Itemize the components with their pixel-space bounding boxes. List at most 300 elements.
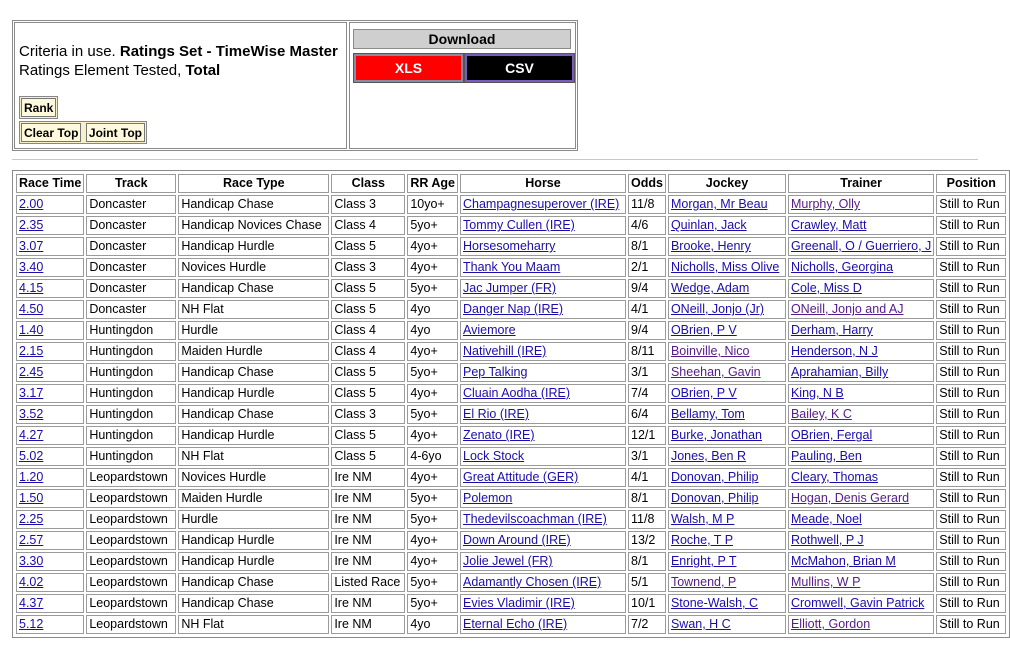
jockey-cell	[668, 321, 786, 340]
race-time-cell	[16, 426, 84, 445]
age-cell: 5yo+	[407, 405, 458, 424]
age-cell: 4yo+	[407, 384, 458, 403]
table-row	[16, 363, 1006, 382]
jockey-link[interactable]: Enright, P T	[670, 554, 737, 568]
race-type-cell: Handicap Chase	[178, 573, 329, 592]
race-time-link[interactable]: 4.37	[19, 596, 44, 610]
class-cell: Listed Race	[331, 573, 405, 592]
trainer-link[interactable]: Hogan, Denis Gerard	[790, 491, 910, 505]
position-cell: Still to Run	[936, 237, 1006, 256]
class-cell: Ire NM	[331, 552, 405, 571]
race-time-cell	[16, 489, 84, 508]
trainer-link[interactable]: Nicholls, Georgina	[790, 260, 894, 274]
race-type-cell: Handicap Chase	[178, 594, 329, 613]
race-time-cell	[16, 384, 84, 403]
class-cell: Class 5	[331, 279, 405, 298]
race-time-cell	[16, 531, 84, 550]
table-row	[16, 531, 1006, 550]
table-row	[16, 342, 1006, 361]
race-type-cell: Handicap Hurdle	[178, 552, 329, 571]
track-cell: Leopardstown	[86, 510, 176, 529]
jockey-cell	[668, 195, 786, 214]
track-cell: Huntingdon	[86, 363, 176, 382]
age-cell: 4yo+	[407, 552, 458, 571]
class-cell: Class 5	[331, 363, 405, 382]
trainer-link[interactable]: OBrien, Fergal	[790, 428, 873, 442]
position-cell: Still to Run	[936, 342, 1006, 361]
trainer-cell	[788, 405, 934, 424]
class-cell: Class 5	[331, 300, 405, 319]
position-cell: Still to Run	[936, 468, 1006, 487]
table-row	[16, 447, 1006, 466]
race-type-cell: Novices Hurdle	[178, 468, 329, 487]
class-cell: Class 5	[331, 237, 405, 256]
trainer-cell	[788, 489, 934, 508]
race-time-cell	[16, 195, 84, 214]
race-time-link[interactable]: 5.02	[19, 449, 44, 463]
jockey-link[interactable]: ONeill, Jonjo (Jr)	[670, 302, 765, 316]
class-cell: Class 3	[331, 405, 405, 424]
trainer-link[interactable]: Greenall, O / Guerriero, J	[790, 239, 932, 253]
trainer-cell	[788, 363, 934, 382]
odds-cell: 7/2	[628, 615, 666, 634]
track-cell: Leopardstown	[86, 615, 176, 634]
horse-cell	[460, 216, 626, 235]
track-cell: Leopardstown	[86, 573, 176, 592]
table-row	[16, 552, 1006, 571]
horse-cell	[460, 300, 626, 319]
race-time-cell	[16, 258, 84, 277]
race-time-link[interactable]: 3.52	[19, 407, 44, 421]
horse-cell	[460, 258, 626, 277]
jockey-link[interactable]: Wedge, Adam	[670, 281, 750, 295]
odds-cell: 3/1	[628, 447, 666, 466]
jockey-cell	[668, 468, 786, 487]
race-time-cell	[16, 405, 84, 424]
trainer-link[interactable]: Elliott, Gordon	[790, 617, 871, 631]
race-time-link[interactable]: 2.45	[19, 365, 44, 379]
age-cell: 4-6yo	[407, 447, 458, 466]
trainer-link[interactable]: Cole, Miss D	[790, 281, 862, 295]
race-type-cell: Handicap Hurdle	[178, 531, 329, 550]
element-value: Total	[185, 62, 221, 79]
race-time-link[interactable]: 2.15	[19, 344, 44, 358]
jockey-link[interactable]: Morgan, Mr Beau	[670, 197, 768, 211]
horse-link[interactable]: Evies Vladimir (IRE)	[463, 596, 575, 610]
race-time-link[interactable]: 2.25	[19, 512, 44, 526]
horse-cell	[460, 405, 626, 424]
jockey-link[interactable]: Brooke, Henry	[670, 239, 751, 253]
age-cell: 5yo+	[407, 573, 458, 592]
trainer-link[interactable]: Mullins, W P	[790, 575, 861, 589]
race-time-link[interactable]: 3.07	[19, 239, 44, 253]
horse-link[interactable]: Nativehill (IRE)	[463, 344, 547, 358]
class-cell: Ire NM	[331, 510, 405, 529]
race-time-cell	[16, 300, 84, 319]
odds-cell: 2/1	[628, 258, 666, 277]
odds-cell: 4/1	[628, 468, 666, 487]
criteria-prefix: Criteria in use.	[19, 43, 116, 60]
jockey-link[interactable]: Stone-Walsh, C	[670, 596, 759, 610]
trainer-cell	[788, 384, 934, 403]
download-cell	[349, 22, 576, 149]
track-cell: Doncaster	[86, 279, 176, 298]
race-type-cell: Handicap Novices Chase	[178, 216, 329, 235]
odds-cell: 8/1	[628, 489, 666, 508]
trainer-link[interactable]: ONeill, Jonjo and AJ	[790, 302, 904, 316]
odds-cell: 4/1	[628, 300, 666, 319]
odds-cell: 12/1	[628, 426, 666, 445]
track-cell: Leopardstown	[86, 552, 176, 571]
download-title: Download	[353, 29, 571, 49]
jockey-cell	[668, 447, 786, 466]
age-cell: 4yo	[407, 615, 458, 634]
trainer-link[interactable]: Pauling, Ben	[790, 449, 862, 463]
track-cell: Doncaster	[86, 195, 176, 214]
race-time-link[interactable]: 4.27	[19, 428, 44, 442]
position-cell: Still to Run	[936, 279, 1006, 298]
trainer-link[interactable]: Cromwell, Gavin Patrick	[790, 596, 925, 610]
jockey-link[interactable]: Roche, T P	[670, 533, 734, 547]
odds-cell: 10/1	[628, 594, 666, 613]
jockey-link[interactable]: Sheehan, Gavin	[670, 365, 761, 379]
jockey-cell	[668, 594, 786, 613]
age-cell: 4yo+	[407, 258, 458, 277]
class-cell: Ire NM	[331, 594, 405, 613]
odds-cell: 13/2	[628, 531, 666, 550]
trainer-cell	[788, 300, 934, 319]
trainer-cell	[788, 447, 934, 466]
horse-cell	[460, 552, 626, 571]
table-row	[16, 300, 1006, 319]
rank-button[interactable]: Rank	[21, 98, 56, 117]
position-cell: Still to Run	[936, 489, 1006, 508]
horse-link[interactable]: Zenato (IRE)	[463, 428, 535, 442]
race-time-link[interactable]: 4.02	[19, 575, 44, 589]
race-time-cell	[16, 594, 84, 613]
race-time-link[interactable]: 4.15	[19, 281, 44, 295]
horse-link[interactable]: Jolie Jewel (FR)	[463, 554, 553, 568]
horse-link[interactable]: Great Attitude (GER)	[463, 470, 579, 484]
jockey-link[interactable]: OBrien, P V	[670, 323, 737, 337]
horse-cell	[460, 279, 626, 298]
trainer-link[interactable]: Meade, Noel	[790, 512, 862, 526]
trainer-cell	[788, 237, 934, 256]
column-header: Odds	[628, 174, 666, 193]
jockey-link[interactable]: Donovan, Philip	[670, 491, 759, 505]
trainer-link[interactable]: Derham, Harry	[790, 323, 873, 337]
class-cell: Ire NM	[331, 615, 405, 634]
trainer-link[interactable]: Murphy, Olly	[790, 197, 861, 211]
position-cell: Still to Run	[936, 531, 1006, 550]
horse-cell	[460, 321, 626, 340]
jockey-link[interactable]: Townend, P	[670, 575, 737, 589]
race-time-link[interactable]: 2.35	[19, 218, 44, 232]
odds-cell: 8/1	[628, 552, 666, 571]
horse-cell	[460, 195, 626, 214]
race-time-cell	[16, 237, 84, 256]
race-time-link[interactable]: 3.30	[19, 554, 44, 568]
results-body	[16, 195, 1006, 634]
table-row	[16, 468, 1006, 487]
column-header: Class	[331, 174, 405, 193]
jockey-cell	[668, 489, 786, 508]
age-cell: 10yo+	[407, 195, 458, 214]
track-cell: Doncaster	[86, 237, 176, 256]
race-time-cell	[16, 468, 84, 487]
trainer-cell	[788, 573, 934, 592]
class-cell: Class 5	[331, 447, 405, 466]
odds-cell: 11/8	[628, 195, 666, 214]
track-cell: Huntingdon	[86, 426, 176, 445]
horse-link[interactable]: Pep Talking	[463, 365, 528, 379]
race-type-cell: Handicap Chase	[178, 195, 329, 214]
trainer-cell	[788, 342, 934, 361]
horse-link[interactable]: Aviemore	[463, 323, 516, 337]
race-time-link[interactable]: 2.00	[19, 197, 44, 211]
jockey-cell	[668, 300, 786, 319]
trainer-link[interactable]: King, N B	[790, 386, 844, 400]
horse-link[interactable]: Adamantly Chosen (IRE)	[463, 575, 602, 589]
track-cell: Huntingdon	[86, 321, 176, 340]
trainer-cell	[788, 531, 934, 550]
criteria-line	[19, 43, 338, 60]
rank-button-box	[19, 96, 58, 119]
horse-cell	[460, 510, 626, 529]
column-header: Position	[936, 174, 1006, 193]
table-row	[16, 510, 1006, 529]
criteria-cell	[14, 22, 347, 149]
age-cell: 5yo+	[407, 510, 458, 529]
csv-download-button[interactable]: CSV	[465, 54, 574, 82]
age-cell: 4yo	[407, 321, 458, 340]
clear-top-button[interactable]: Clear Top	[21, 123, 81, 142]
age-cell: 5yo+	[407, 489, 458, 508]
position-cell: Still to Run	[936, 300, 1006, 319]
horse-link[interactable]: Jac Jumper (FR)	[463, 281, 557, 295]
race-type-cell: Handicap Hurdle	[178, 426, 329, 445]
jockey-cell	[668, 342, 786, 361]
horse-link[interactable]: El Rio (IRE)	[463, 407, 529, 421]
age-cell: 5yo+	[407, 216, 458, 235]
horse-cell	[460, 384, 626, 403]
horse-link[interactable]: Danger Nap (IRE)	[463, 302, 564, 316]
horse-cell	[460, 237, 626, 256]
top-buttons-box	[19, 121, 147, 144]
jockey-cell	[668, 237, 786, 256]
jockey-cell	[668, 615, 786, 634]
horse-link[interactable]: Thank You Maam	[463, 260, 561, 274]
horse-link[interactable]: Down Around (IRE)	[463, 533, 571, 547]
jockey-link[interactable]: Donovan, Philip	[670, 470, 759, 484]
position-cell: Still to Run	[936, 447, 1006, 466]
trainer-cell	[788, 426, 934, 445]
track-cell: Leopardstown	[86, 531, 176, 550]
trainer-link[interactable]: Rothwell, P J	[790, 533, 864, 547]
race-time-cell	[16, 363, 84, 382]
class-cell: Class 4	[331, 216, 405, 235]
race-type-cell: Hurdle	[178, 510, 329, 529]
track-cell: Huntingdon	[86, 405, 176, 424]
class-cell: Class 3	[331, 195, 405, 214]
table-row	[16, 573, 1006, 592]
jockey-link[interactable]: OBrien, P V	[670, 386, 737, 400]
position-cell: Still to Run	[936, 405, 1006, 424]
position-cell: Still to Run	[936, 615, 1006, 634]
horse-cell	[460, 447, 626, 466]
trainer-link[interactable]: Crawley, Matt	[790, 218, 867, 232]
jockey-link[interactable]: Swan, H C	[670, 617, 731, 631]
table-row	[16, 426, 1006, 445]
race-time-link[interactable]: 1.40	[19, 323, 44, 337]
race-time-link[interactable]: 1.50	[19, 491, 44, 505]
age-cell: 4yo+	[407, 237, 458, 256]
race-type-cell: Hurdle	[178, 321, 329, 340]
jockey-cell	[668, 510, 786, 529]
race-time-cell	[16, 552, 84, 571]
race-time-link[interactable]: 5.12	[19, 617, 44, 631]
criteria-panel	[12, 20, 578, 151]
jockey-link[interactable]: Nicholls, Miss Olive	[670, 260, 780, 274]
table-row	[16, 384, 1006, 403]
trainer-cell	[788, 216, 934, 235]
horse-link[interactable]: Polemon	[463, 491, 513, 505]
race-time-link[interactable]: 2.57	[19, 533, 44, 547]
trainer-cell	[788, 615, 934, 634]
position-cell: Still to Run	[936, 594, 1006, 613]
age-cell: 5yo+	[407, 594, 458, 613]
table-row	[16, 405, 1006, 424]
table-row	[16, 258, 1006, 277]
trainer-cell	[788, 195, 934, 214]
race-type-cell: NH Flat	[178, 615, 329, 634]
odds-cell: 6/4	[628, 405, 666, 424]
column-header: Jockey	[668, 174, 786, 193]
track-cell: Doncaster	[86, 300, 176, 319]
table-row	[16, 237, 1006, 256]
xls-download-button[interactable]: XLS	[354, 54, 463, 82]
trainer-cell	[788, 468, 934, 487]
jockey-cell	[668, 384, 786, 403]
position-cell: Still to Run	[936, 363, 1006, 382]
trainer-cell	[788, 258, 934, 277]
age-cell: 4yo	[407, 300, 458, 319]
jockey-cell	[668, 552, 786, 571]
jockey-cell	[668, 363, 786, 382]
horse-link[interactable]: Lock Stock	[463, 449, 525, 463]
horse-cell	[460, 531, 626, 550]
odds-cell: 5/1	[628, 573, 666, 592]
race-time-link[interactable]: 3.40	[19, 260, 44, 274]
odds-cell: 9/4	[628, 321, 666, 340]
race-time-link[interactable]: 4.50	[19, 302, 44, 316]
trainer-link[interactable]: Bailey, K C	[790, 407, 852, 421]
race-type-cell: Novices Hurdle	[178, 258, 329, 277]
odds-cell: 8/11	[628, 342, 666, 361]
race-type-cell: NH Flat	[178, 447, 329, 466]
trainer-link[interactable]: Henderson, N J	[790, 344, 878, 358]
table-row	[16, 321, 1006, 340]
race-time-cell	[16, 573, 84, 592]
position-cell: Still to Run	[936, 195, 1006, 214]
age-cell: 5yo+	[407, 279, 458, 298]
trainer-link[interactable]: Cleary, Thomas	[790, 470, 879, 484]
column-header: Race Type	[178, 174, 329, 193]
position-cell: Still to Run	[936, 552, 1006, 571]
race-type-cell: Handicap Chase	[178, 279, 329, 298]
results-table	[14, 172, 1008, 636]
position-cell: Still to Run	[936, 216, 1006, 235]
jockey-cell	[668, 258, 786, 277]
table-row	[16, 615, 1006, 634]
jockey-link[interactable]: Burke, Jonathan	[670, 428, 762, 442]
jockey-cell	[668, 531, 786, 550]
race-time-link[interactable]: 1.20	[19, 470, 44, 484]
race-type-cell: Handicap Chase	[178, 363, 329, 382]
age-cell: 4yo+	[407, 426, 458, 445]
horse-link[interactable]: Horsesomeharry	[463, 239, 556, 253]
jockey-link[interactable]: Bellamy, Tom	[670, 407, 745, 421]
odds-cell: 3/1	[628, 363, 666, 382]
jockey-link[interactable]: Boinville, Nico	[670, 344, 750, 358]
track-cell: Huntingdon	[86, 384, 176, 403]
class-cell: Class 4	[331, 321, 405, 340]
trainer-link[interactable]: Aprahamian, Billy	[790, 365, 889, 379]
class-cell: Class 4	[331, 342, 405, 361]
trainer-cell	[788, 279, 934, 298]
race-time-cell	[16, 615, 84, 634]
jockey-link[interactable]: Quinlan, Jack	[670, 218, 747, 232]
position-cell: Still to Run	[936, 573, 1006, 592]
position-cell: Still to Run	[936, 321, 1006, 340]
race-type-cell: Handicap Chase	[178, 405, 329, 424]
track-cell: Leopardstown	[86, 468, 176, 487]
age-cell: 4yo+	[407, 342, 458, 361]
age-cell: 5yo+	[407, 363, 458, 382]
horse-link[interactable]: Cluain Aodha (IRE)	[463, 386, 571, 400]
odds-cell: 8/1	[628, 237, 666, 256]
joint-top-button[interactable]: Joint Top	[86, 123, 145, 142]
race-time-cell	[16, 447, 84, 466]
element-prefix: Ratings Element Tested,	[19, 62, 182, 79]
horse-cell	[460, 426, 626, 445]
table-row	[16, 489, 1006, 508]
jockey-cell	[668, 216, 786, 235]
horse-link[interactable]: Thedevilscoachman (IRE)	[463, 512, 607, 526]
class-cell: Ire NM	[331, 489, 405, 508]
table-row	[16, 594, 1006, 613]
track-cell: Leopardstown	[86, 489, 176, 508]
horse-link[interactable]: Eternal Echo (IRE)	[463, 617, 568, 631]
track-cell: Huntingdon	[86, 342, 176, 361]
race-time-cell	[16, 510, 84, 529]
trainer-cell	[788, 552, 934, 571]
jockey-link[interactable]: Jones, Ben R	[670, 449, 746, 463]
race-time-link[interactable]: 3.17	[19, 386, 44, 400]
divider	[12, 159, 978, 160]
column-header: Trainer	[788, 174, 934, 193]
column-header: RR Age	[407, 174, 458, 193]
horse-link[interactable]: Tommy Cullen (IRE)	[463, 218, 575, 232]
jockey-cell	[668, 573, 786, 592]
column-header: Race Time	[16, 174, 84, 193]
race-time-cell	[16, 279, 84, 298]
track-cell: Doncaster	[86, 216, 176, 235]
horse-link[interactable]: Champagnesuperover (IRE)	[463, 197, 620, 211]
element-line	[19, 62, 220, 79]
trainer-link[interactable]: McMahon, Brian M	[790, 554, 896, 568]
jockey-link[interactable]: Walsh, M P	[670, 512, 735, 526]
